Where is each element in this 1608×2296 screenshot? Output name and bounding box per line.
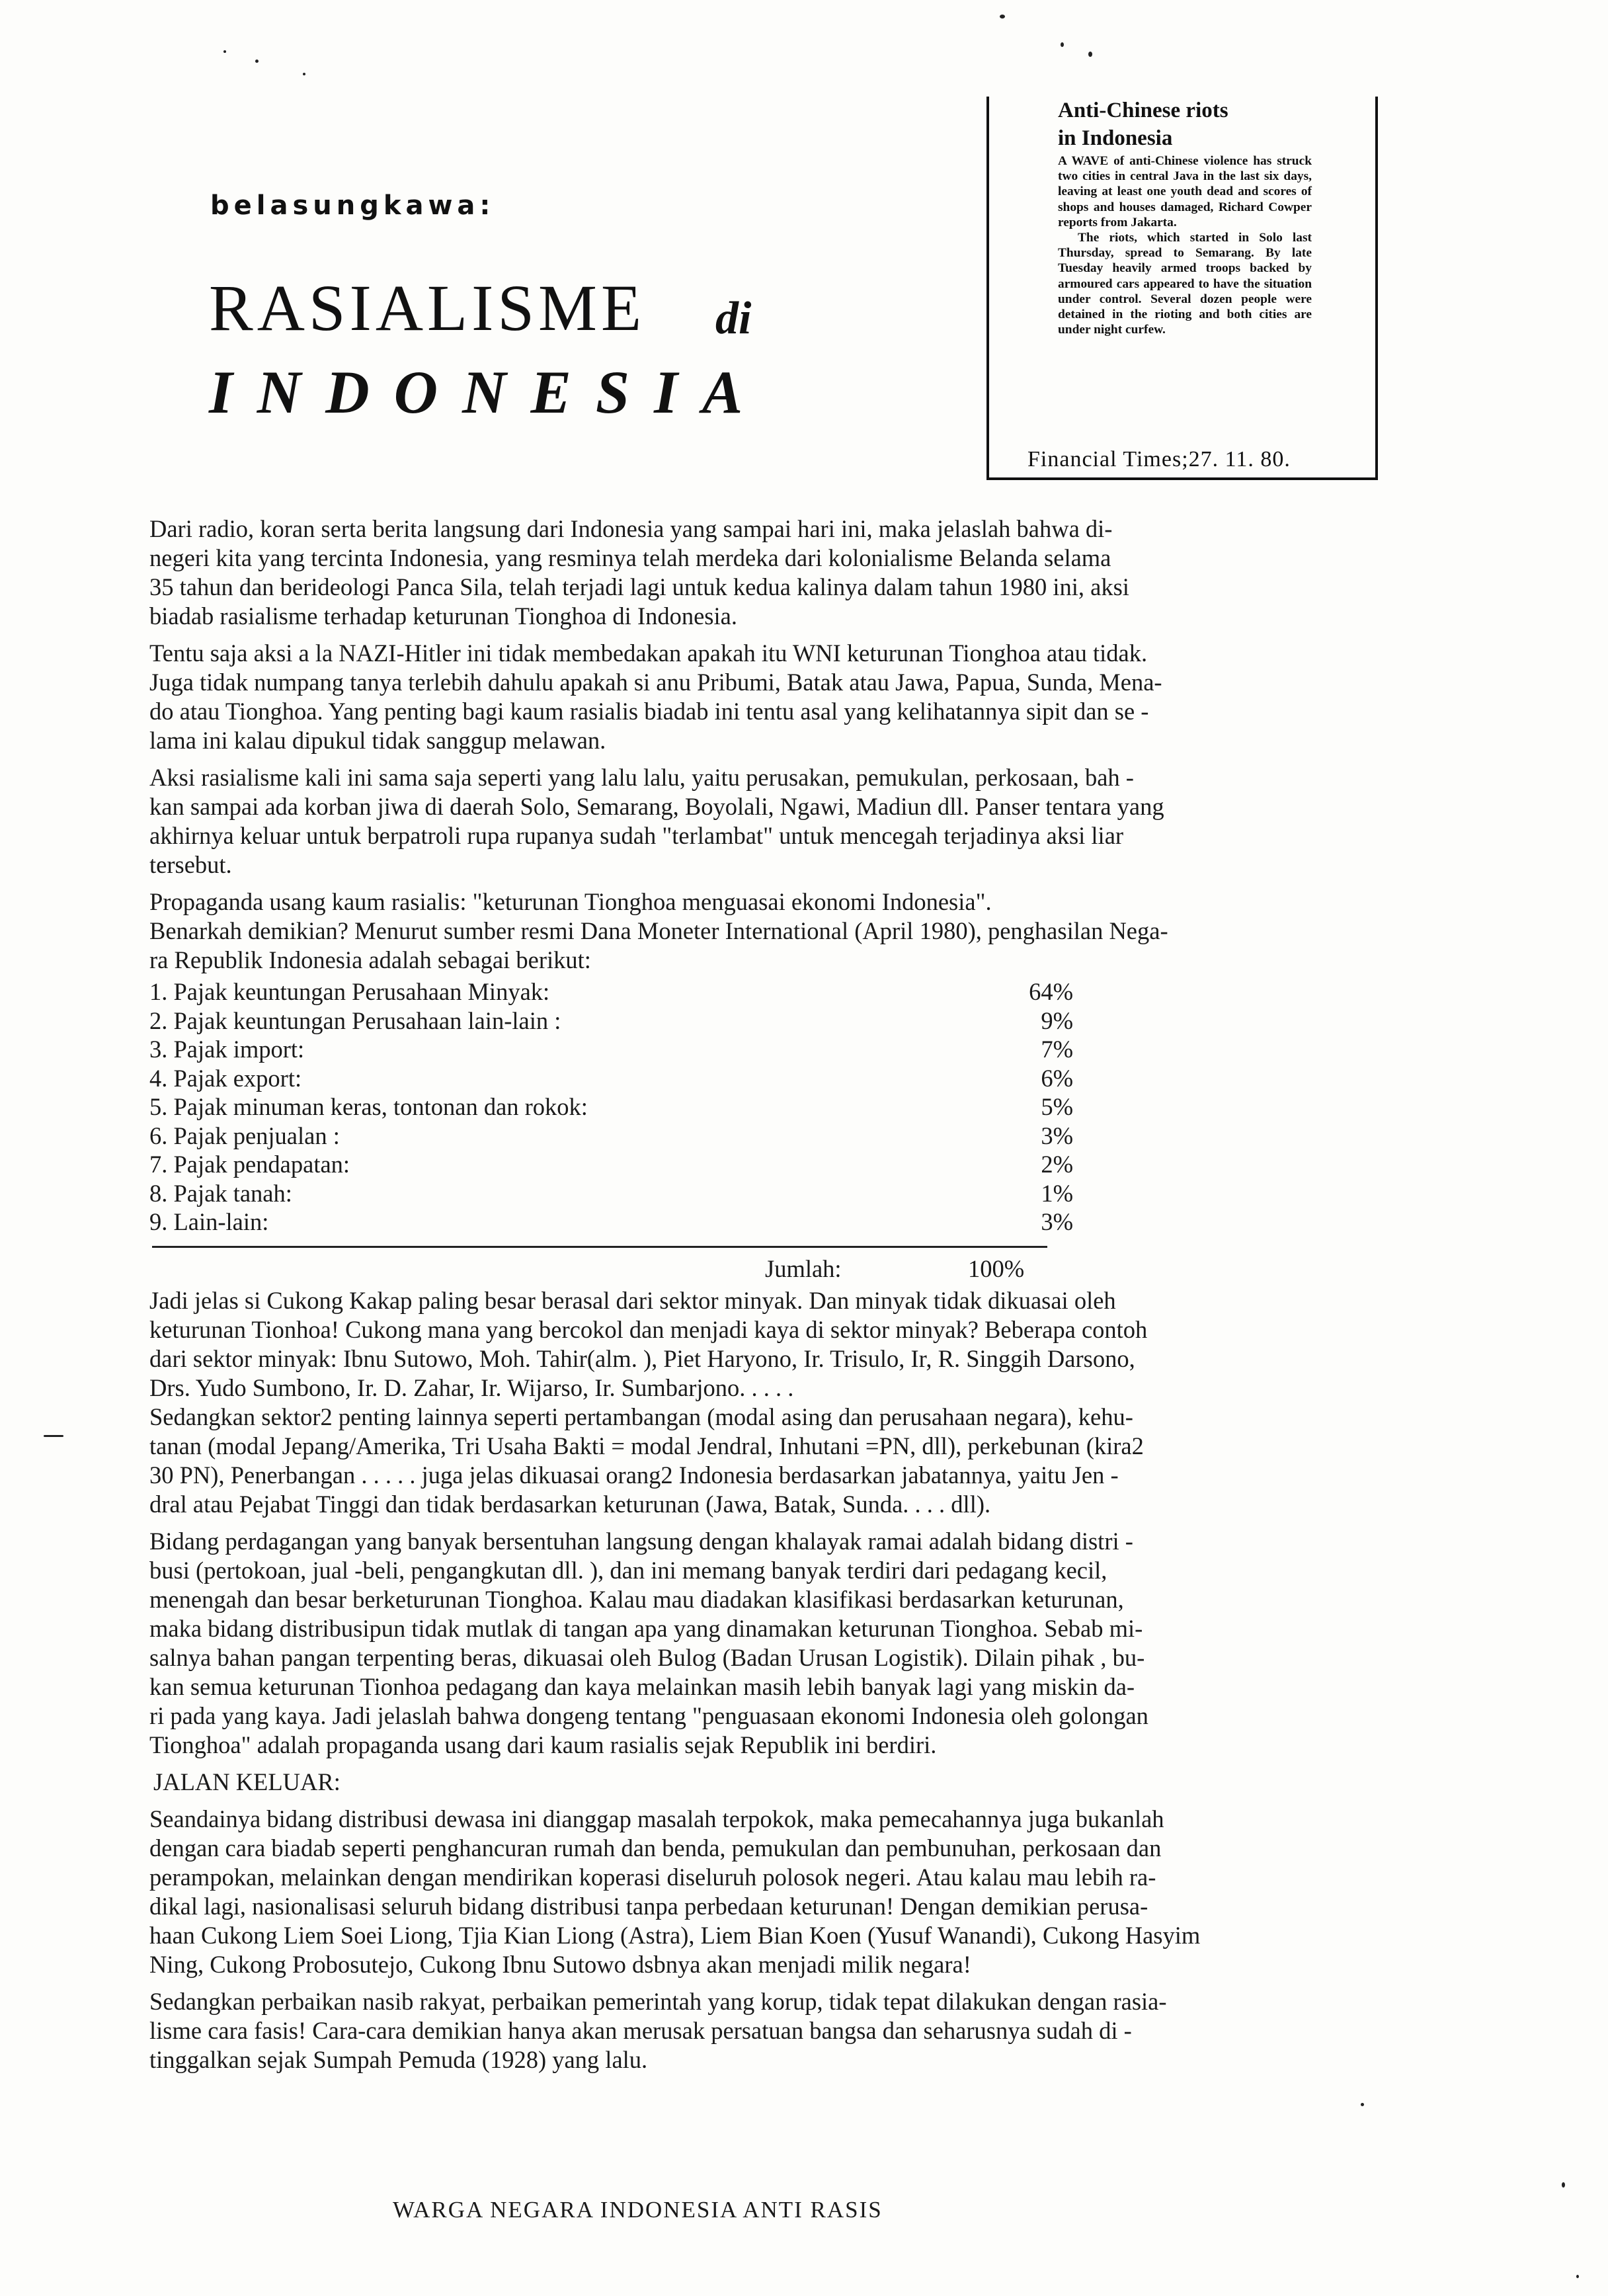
text-line: Aksi rasialisme kali ini sama saja seperti yang lalu lalu, yaitu perusakan, pemukulan, perkosaan, bah -: [149, 764, 1134, 791]
title-di: di: [715, 293, 752, 344]
text-line: dikal lagi, nasionalisasi seluruh bidang distribusi tanpa perbedaan keturunan! Dengan demikian perusa-: [149, 1892, 1148, 1920]
row-label: 8. Pajak tanah:: [149, 1179, 292, 1207]
table-row: [149, 1092, 1075, 1122]
text-line: Dari radio, koran serta berita langsung dari Indonesia yang sampai hari ini, maka jelaslah bahwa di-: [149, 515, 1113, 542]
paragraph-1: [149, 514, 1445, 631]
table-row: [149, 1150, 1075, 1179]
clipping-headline: [1058, 97, 1228, 152]
text-line: tersebut.: [149, 851, 232, 878]
article-body: [149, 514, 1445, 2082]
total-label: Jumlah:: [765, 1254, 842, 1282]
paragraph-6: [149, 1527, 1445, 1760]
text-line: Bidang perdagangan yang banyak bersentuhan langsung dengan khalayak ramai adalah bidang distri -: [149, 1527, 1133, 1555]
paragraph-2: [149, 639, 1445, 755]
clipping-source: Financial Times;27. 11. 80.: [1027, 447, 1291, 472]
text-line: Drs. Yudo Sumbono, Ir. D. Zahar, Ir. Wijarso, Ir. Sumbarjono. . . . .: [149, 1374, 794, 1401]
text-line: ra Republik Indonesia adalah sebagai berikut:: [149, 946, 591, 973]
clipping-paragraph-1: A WAVE of anti-Chinese violence has struck two cities in central Java in the last six days, leaving at least one youth dead and scores of shops and houses damaged, Richard Cowper reports from Jakarta.: [1058, 154, 1312, 229]
row-label: 2. Pajak keuntungan Perusahaan lain-lain :: [149, 1006, 561, 1034]
text-line: Juga tidak numpang tanya terlebih dahulu apakah si anu Pribumi, Batak atau Jawa, Papua, Sunda, Mena-: [149, 669, 1162, 696]
text-line: Sedangkan sektor2 penting lainnya seperti pertambangan (modal asing dan perusahaan negara), kehu-: [149, 1403, 1133, 1430]
tax-revenue-table: [149, 977, 1075, 1282]
paragraph-8: [149, 1987, 1445, 2074]
row-label: 6. Pajak penjualan :: [149, 1122, 340, 1149]
table-row: [149, 1179, 1075, 1208]
total-divider: [152, 1246, 1047, 1248]
text-line: kan sampai ada korban jiwa di daerah Solo, Semarang, Boyolali, Ngawi, Madiun dll. Panser tentara yang: [149, 793, 1164, 820]
row-value: 5%: [1041, 1093, 1073, 1120]
table-row: [149, 1035, 1075, 1064]
table-total-row: [149, 1250, 1075, 1282]
row-label: 1. Pajak keuntungan Perusahaan Minyak:: [149, 978, 550, 1005]
row-label: 4. Pajak export:: [149, 1064, 302, 1092]
text-line: Sedangkan perbaikan nasib rakyat, perbaikan pemerintah yang korup, tidak tepat dilakukan dengan rasia-: [149, 1987, 1167, 2015]
row-value: 3%: [1041, 1208, 1073, 1235]
text-line: kan semua keturunan Tionhoa pedagang dan kaya melainkan masih lebih banyak lagi yang miskin da-: [149, 1672, 1135, 1700]
clipping-headline-line-2: in Indonesia: [1058, 126, 1173, 150]
text-line: tanan (modal Jepang/Amerika, Tri Usaha Bakti = modal Jendral, Inhutani =PN, dll), perkebunan (kira2: [149, 1432, 1144, 1459]
section-heading: [149, 1768, 1445, 1797]
text-line: Jadi jelas si Cukong Kakap paling besar berasal dari sektor minyak. Dan minyak tidak dikuasai oleh: [149, 1286, 1116, 1314]
text-line: tinggalkan sejak Sumpah Pemuda (1928) yang lalu.: [149, 2045, 648, 2073]
row-value: 6%: [1041, 1064, 1073, 1092]
text-line: akhirnya keluar untuk berpatroli rupa rupanya sudah "terlambat" untuk mencegah terjadinya aksi liar: [149, 822, 1124, 849]
text-line: negeri kita yang tercinta Indonesia, yang resminya telah merdeka dari kolonialisme Belanda selama: [149, 544, 1111, 571]
table-row: [149, 1122, 1075, 1151]
text-line: perampokan, melainkan dengan mendirikan koperasi diseluruh polosok negeri. Atau kalau mau lebih ra-: [149, 1863, 1156, 1891]
text-line: haan Cukong Liem Soei Liong, Tjia Kian Liong (Astra), Liem Bian Koen (Yusuf Wanandi), Cukong Hasyim: [149, 1921, 1201, 1949]
paragraph-5: [149, 1286, 1445, 1519]
text-line: Benarkah demikian? Menurut sumber resmi Dana Moneter International (April 1980), penghasilan Nega-: [149, 917, 1168, 944]
text-line: dral atau Pejabat Tinggi dan tidak berdasarkan keturunan (Jawa, Batak, Sunda. . . . dll).: [149, 1490, 991, 1518]
table-row: [149, 977, 1075, 1006]
table-row: [149, 1064, 1075, 1093]
row-value: 2%: [1041, 1151, 1073, 1178]
clipping-headline-line-1: Anti-Chinese riots: [1058, 99, 1228, 122]
table-row: [149, 1006, 1075, 1036]
row-value: 3%: [1041, 1122, 1073, 1149]
title-line-1: RASIALISME: [209, 271, 646, 345]
text-line: maka bidang distribusipun tidak mutlak di tangan apa yang dinamakan keturunan Tionghoa. Sebab mi-: [149, 1614, 1143, 1642]
row-label: 7. Pajak pendapatan:: [149, 1151, 350, 1178]
row-value: 7%: [1041, 1036, 1073, 1063]
footer-signature: WARGA NEGARA INDONESIA ANTI RASIS: [393, 2197, 883, 2223]
row-label: 3. Pajak import:: [149, 1036, 305, 1063]
title-line-2: INDONESIA: [209, 358, 768, 426]
text-line: busi (pertokoan, jual -beli, pengangkutan dll. ), dan ini memang banyak terdiri dari pedagang kecil,: [149, 1556, 1107, 1584]
text-line: keturunan Tionhoa! Cukong mana yang bercokol dan menjadi kaya di sektor minyak? Beberapa contoh: [149, 1315, 1148, 1343]
table-row: [149, 1208, 1075, 1237]
paragraph-4: [149, 887, 1445, 975]
text-line: Tentu saja aksi a la NAZI-Hitler ini tidak membedakan apakah itu WNI keturunan Tionghoa atau tidak.: [149, 639, 1148, 667]
row-label: 5. Pajak minuman keras, tontonan dan rokok:: [149, 1093, 588, 1120]
text-line: dari sektor minyak: Ibnu Sutowo, Moh. Tahir(alm. ), Piet Haryono, Ir. Trisulo, Ir, R. Singgih Darsono,: [149, 1344, 1135, 1372]
paragraph-3: [149, 763, 1445, 880]
row-value: 9%: [1041, 1006, 1073, 1034]
clipping-body: [1058, 153, 1312, 337]
text-line: do atau Tionghoa. Yang penting bagi kaum rasialis biadab ini tentu asal yang kelihatannya sipit dan se -: [149, 698, 1149, 725]
text-line: 35 tahun dan berideologi Panca Sila, telah terjadi lagi untuk kedua kalinya dalam tahun 1980 ini, aksi: [149, 573, 1129, 600]
text-line: biadab rasialisme terhadap keturunan Tionghoa di Indonesia.: [149, 602, 737, 630]
total-value: 100%: [968, 1254, 1025, 1282]
text-line: 30 PN), Penerbangan . . . . . juga jelas dikuasai orang2 Indonesia berdasarkan jabatannya, yaitu Jen -: [149, 1461, 1119, 1489]
text-line: menengah dan besar berketurunan Tionghoa. Kalau mau diadakan klasifikasi berdasarkan keturunan,: [149, 1585, 1124, 1613]
text-line: Propaganda usang kaum rasialis: "keturunan Tionghoa menguasai ekonomi Indonesia".: [149, 888, 992, 915]
row-value: 64%: [1029, 978, 1073, 1005]
row-label: 9. Lain-lain:: [149, 1208, 269, 1235]
text-line: dengan cara biadab seperti penghancuran rumah dan benda, pemukulan dan pembunuhan, perkosaan dan: [149, 1834, 1162, 1862]
paragraph-7: [149, 1805, 1445, 1979]
clipping-paragraph-2: The riots, which started in Solo last Thursday, spread to Semarang. By late Tuesday heavily armed troops backed by armoured cars appeared to have the situation under control. Several dozen people were detained in the rioting and both cities are under night curfew.: [1058, 231, 1312, 337]
row-value: 1%: [1041, 1179, 1073, 1207]
text-line: Tionghoa" adalah propaganda usang dari kaum rasialis sejak Republik ini berdiri.: [149, 1731, 937, 1758]
text-line: lama ini kalau dipukul tidak sanggup melawan.: [149, 727, 606, 754]
text-line: Ning, Cukong Probosutejo, Cukong Ibnu Sutowo dsbnya akan menjadi milik negara!: [149, 1950, 971, 1978]
text-line: lisme cara fasis! Cara-cara demikian hanya akan merusak persatuan bangsa dan seharusnya sudah di -: [149, 2016, 1132, 2044]
text-line: Seandainya bidang distribusi dewasa ini dianggap masalah terpokok, maka pemecahannya juga bukanlah: [149, 1805, 1164, 1832]
kicker-text: belasungkawa:: [210, 190, 495, 221]
text-line: salnya bahan pangan terpenting beras, dikuasai oleh Bulog (Badan Urusan Logistik). Dilain pihak , bu-: [149, 1643, 1145, 1671]
heading-jalan-keluar: JALAN KELUAR:: [153, 1768, 341, 1795]
newspaper-clipping: [986, 97, 1378, 480]
text-line: ri pada yang kaya. Jadi jelaslah bahwa dongeng tentang "penguasaan ekonomi Indonesia oleh golongan: [149, 1702, 1148, 1729]
